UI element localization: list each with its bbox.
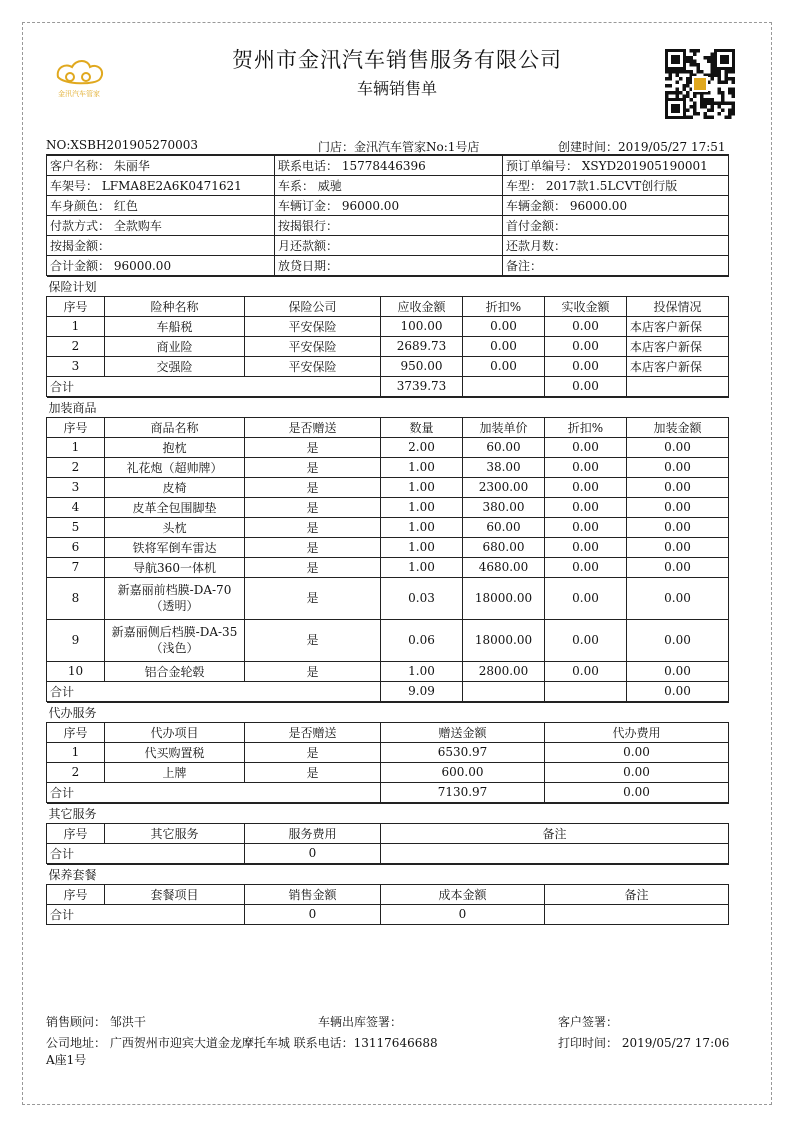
addon-cell: 0.00 — [545, 661, 627, 681]
addon-row — [47, 517, 729, 537]
logo-text: 金汛汽车管家 — [58, 90, 100, 98]
addon-cell: 是 — [245, 661, 381, 681]
insurance-cell: 车船税 — [105, 316, 245, 336]
addon-cell: 0.00 — [545, 557, 627, 577]
addon-row — [47, 577, 729, 619]
addon-cell: 0.00 — [627, 537, 729, 557]
addon-cell: 0.03 — [381, 577, 463, 619]
insurance-cell: 950.00 — [381, 356, 463, 376]
addon-row — [47, 619, 729, 661]
addon-cell: 是 — [245, 437, 381, 457]
agency-cell: 6530.97 — [381, 742, 545, 762]
addon-header-cell: 商品名称 — [105, 417, 245, 437]
delivery-signature: 车辆出库签署： — [318, 1015, 403, 1029]
addon-cell: 0.00 — [627, 497, 729, 517]
store-name: 门店：金汛汽车管家No:1号店 — [318, 140, 480, 154]
insurance-header-cell: 应收金额 — [381, 296, 463, 316]
info-cell: 联系电话： 15778446396 — [275, 155, 503, 175]
addon-row — [47, 477, 729, 497]
info-cell: 合计金额： 96000.00 — [47, 255, 275, 275]
addon-cell: 680.00 — [463, 537, 545, 557]
insurance-table — [46, 276, 729, 397]
info-cell: 车辆金额： 96000.00 — [503, 195, 729, 215]
other-header-cell: 服务费用 — [245, 823, 381, 843]
addon-cell: 60.00 — [463, 517, 545, 537]
insurance-header-cell: 实收金额 — [545, 296, 627, 316]
agency-header-cell: 代办费用 — [545, 722, 729, 742]
maintenance-total-sales: 0 — [245, 904, 381, 924]
info-cell: 付款方式： 全款购车 — [47, 215, 275, 235]
addon-cell: 0.00 — [545, 619, 627, 661]
maintenance-header-cell: 销售金额 — [245, 884, 381, 904]
info-cell: 车架号： LFMA8E2A6K0471621 — [47, 175, 275, 195]
insurance-cell: 交强险 — [105, 356, 245, 376]
addon-cell: 1.00 — [381, 557, 463, 577]
addon-cell: 是 — [245, 517, 381, 537]
addon-cell: 1.00 — [381, 517, 463, 537]
insurance-total-label: 合计 — [47, 376, 381, 396]
agency-table — [46, 702, 729, 803]
addon-cell: 礼花炮（超帅牌） — [105, 457, 245, 477]
insurance-cell: 0.00 — [463, 336, 545, 356]
addon-cell: 0.00 — [545, 517, 627, 537]
addon-cell: 1.00 — [381, 537, 463, 557]
addon-section-title: 加装商品 — [47, 397, 729, 417]
other-header-cell: 其它服务 — [105, 823, 245, 843]
maintenance-header-cell: 备注 — [545, 884, 729, 904]
agency-cell: 是 — [245, 762, 381, 782]
addon-cell: 0.00 — [627, 619, 729, 661]
agency-cell: 1 — [47, 742, 105, 762]
info-cell: 首付金额： — [503, 215, 729, 235]
agency-row — [47, 762, 729, 782]
addon-cell: 2 — [47, 457, 105, 477]
insurance-cell: 0.00 — [463, 356, 545, 376]
other-total-label: 合计 — [47, 843, 245, 863]
insurance-cell: 2689.73 — [381, 336, 463, 356]
insurance-cell: 本店客户新保 — [627, 316, 729, 336]
insurance-header-cell: 序号 — [47, 296, 105, 316]
addon-cell: 0.00 — [545, 477, 627, 497]
addon-cell: 是 — [245, 557, 381, 577]
addon-header-cell: 加装金额 — [627, 417, 729, 437]
agency-cell: 0.00 — [545, 762, 729, 782]
addon-cell: 3 — [47, 477, 105, 497]
insurance-cell: 0.00 — [545, 316, 627, 336]
info-cell: 还款月数： — [503, 235, 729, 255]
info-cell: 客户名称： 朱丽华 — [47, 155, 275, 175]
qr-code — [665, 49, 735, 119]
created-time: 创建时间：2019/05/27 17:51 — [558, 140, 726, 154]
addon-cell: 0.00 — [627, 437, 729, 457]
info-cell: 备注： — [503, 255, 729, 275]
info-row — [47, 195, 729, 215]
addon-cell: 10 — [47, 661, 105, 681]
other-section-title: 其它服务 — [47, 803, 729, 823]
addon-cell: 0.00 — [627, 661, 729, 681]
agency-total-gift: 7130.97 — [381, 782, 545, 802]
agency-cell: 0.00 — [545, 742, 729, 762]
info-cell: 预订单编号： XSYD201905190001 — [503, 155, 729, 175]
info-cell: 车身颜色： 红色 — [47, 195, 275, 215]
other-header-cell: 序号 — [47, 823, 105, 843]
agency-header-cell: 序号 — [47, 722, 105, 742]
addon-cell: 是 — [245, 457, 381, 477]
agency-total-label: 合计 — [47, 782, 381, 802]
maintenance-total-label: 合计 — [47, 904, 245, 924]
info-cell: 放贷日期： — [275, 255, 503, 275]
agency-row — [47, 742, 729, 762]
insurance-header-cell: 险种名称 — [105, 296, 245, 316]
agency-header-cell: 是否赠送 — [245, 722, 381, 742]
addon-row — [47, 557, 729, 577]
addon-cell: 头枕 — [105, 517, 245, 537]
insurance-row — [47, 356, 729, 376]
maintenance-header-cell: 套餐项目 — [105, 884, 245, 904]
insurance-header-cell: 保险公司 — [245, 296, 381, 316]
addon-cell: 新嘉丽前档膜-DA-70（透明） — [105, 577, 245, 619]
addon-cell: 9 — [47, 619, 105, 661]
addon-cell: 18000.00 — [463, 577, 545, 619]
insurance-cell: 0.00 — [463, 316, 545, 336]
company-address: 公司地址： 广西贺州市迎宾大道金龙摩托车城 联系电话：13117646688 — [46, 1036, 438, 1050]
maintenance-table — [46, 864, 729, 925]
addon-cell: 38.00 — [463, 457, 545, 477]
addon-cell: 是 — [245, 477, 381, 497]
addon-cell: 0.00 — [545, 577, 627, 619]
agency-total-fee: 0.00 — [545, 782, 729, 802]
addon-cell: 1.00 — [381, 477, 463, 497]
sales-form — [46, 154, 728, 925]
insurance-cell: 0.00 — [545, 356, 627, 376]
insurance-header-cell: 折扣% — [463, 296, 545, 316]
info-cell: 按揭银行： — [275, 215, 503, 235]
info-cell: 车系： 威驰 — [275, 175, 503, 195]
addon-total-label: 合计 — [47, 681, 381, 701]
info-cell: 按揭金额： — [47, 235, 275, 255]
addon-total-amount: 0.00 — [627, 681, 729, 701]
addon-cell: 0.00 — [545, 457, 627, 477]
agency-cell: 2 — [47, 762, 105, 782]
addon-cell: 0.00 — [545, 497, 627, 517]
addon-cell: 5 — [47, 517, 105, 537]
addon-cell: 皮革全包围脚垫 — [105, 497, 245, 517]
maintenance-total-cost: 0 — [381, 904, 545, 924]
addon-header-cell: 数量 — [381, 417, 463, 437]
addon-cell: 6 — [47, 537, 105, 557]
info-row — [47, 215, 729, 235]
addon-table — [46, 397, 729, 702]
addon-row — [47, 661, 729, 681]
addon-cell: 0.00 — [627, 577, 729, 619]
addon-cell: 18000.00 — [463, 619, 545, 661]
addon-header-cell: 加装单价 — [463, 417, 545, 437]
agency-header-cell: 赠送金额 — [381, 722, 545, 742]
addon-cell: 1 — [47, 437, 105, 457]
agency-cell: 代买购置税 — [105, 742, 245, 762]
print-time: 打印时间： 2019/05/27 17:06 — [558, 1036, 730, 1050]
addon-header-cell: 是否赠送 — [245, 417, 381, 437]
other-header-cell: 备注 — [381, 823, 729, 843]
insurance-cell: 本店客户新保 — [627, 356, 729, 376]
addon-cell: 0.00 — [627, 457, 729, 477]
addon-cell: 1.00 — [381, 497, 463, 517]
agency-header-cell: 代办项目 — [105, 722, 245, 742]
addon-cell: 0.00 — [627, 477, 729, 497]
customer-info-table — [46, 154, 729, 276]
addon-row — [47, 457, 729, 477]
info-row — [47, 175, 729, 195]
insurance-cell: 平安保险 — [245, 356, 381, 376]
insurance-cell: 2 — [47, 336, 105, 356]
agency-section-title: 代办服务 — [47, 702, 729, 722]
insurance-cell: 0.00 — [545, 336, 627, 356]
addon-cell: 是 — [245, 619, 381, 661]
addon-cell: 2.00 — [381, 437, 463, 457]
addon-cell: 0.00 — [545, 437, 627, 457]
addon-cell: 0.00 — [545, 537, 627, 557]
insurance-row — [47, 336, 729, 356]
insurance-cell: 本店客户新保 — [627, 336, 729, 356]
info-cell: 月还款额： — [275, 235, 503, 255]
addon-cell: 铝合金轮毂 — [105, 661, 245, 681]
info-row — [47, 155, 729, 175]
addon-total-qty: 9.09 — [381, 681, 463, 701]
insurance-row — [47, 316, 729, 336]
addon-header-cell: 序号 — [47, 417, 105, 437]
addon-cell: 皮椅 — [105, 477, 245, 497]
insurance-total-receivable: 3739.73 — [381, 376, 463, 396]
info-cell: 车辆订金： 96000.00 — [275, 195, 503, 215]
company-name: 贺州市金汛汽车销售服务有限公司 — [232, 48, 562, 72]
agency-cell: 是 — [245, 742, 381, 762]
addon-cell: 7 — [47, 557, 105, 577]
addon-row — [47, 537, 729, 557]
addon-cell: 是 — [245, 577, 381, 619]
addon-cell: 是 — [245, 497, 381, 517]
order-number: NO:XSBH201905270003 — [46, 138, 199, 152]
insurance-cell: 商业险 — [105, 336, 245, 356]
addon-cell: 2800.00 — [463, 661, 545, 681]
info-row — [47, 255, 729, 275]
addon-cell: 8 — [47, 577, 105, 619]
addon-row — [47, 437, 729, 457]
company-address-line2: A座1号 — [46, 1053, 87, 1067]
addon-cell: 铁将军倒车雷达 — [105, 537, 245, 557]
other-total-fee: 0 — [245, 843, 381, 863]
info-cell: 车型： 2017款1.5LCVT创行版 — [503, 175, 729, 195]
addon-cell: 0.06 — [381, 619, 463, 661]
insurance-cell: 1 — [47, 316, 105, 336]
addon-cell: 新嘉丽侧后档膜-DA-35（浅色） — [105, 619, 245, 661]
addon-cell: 4 — [47, 497, 105, 517]
insurance-section-title: 保险计划 — [47, 276, 729, 296]
addon-cell: 4680.00 — [463, 557, 545, 577]
document-title: 车辆销售单 — [356, 79, 437, 98]
insurance-cell: 3 — [47, 356, 105, 376]
addon-cell: 是 — [245, 537, 381, 557]
insurance-header-cell: 投保情况 — [627, 296, 729, 316]
customer-signature: 客户签署： — [558, 1015, 619, 1029]
addon-header-cell: 折扣% — [545, 417, 627, 437]
addon-cell: 0.00 — [627, 517, 729, 537]
addon-cell: 1.00 — [381, 457, 463, 477]
maintenance-header-cell: 序号 — [47, 884, 105, 904]
addon-cell: 1.00 — [381, 661, 463, 681]
other-service-table — [46, 803, 729, 864]
addon-cell: 380.00 — [463, 497, 545, 517]
sales-advisor: 销售顾问： 邹洪干 — [46, 1015, 146, 1029]
addon-row — [47, 497, 729, 517]
info-row — [47, 235, 729, 255]
insurance-cell: 平安保险 — [245, 336, 381, 356]
addon-cell: 60.00 — [463, 437, 545, 457]
addon-cell: 抱枕 — [105, 437, 245, 457]
insurance-cell: 平安保险 — [245, 316, 381, 336]
insurance-cell: 100.00 — [381, 316, 463, 336]
agency-cell: 上牌 — [105, 762, 245, 782]
addon-cell: 2300.00 — [463, 477, 545, 497]
maintenance-header-cell: 成本金额 — [381, 884, 545, 904]
insurance-total-actual: 0.00 — [545, 376, 627, 396]
addon-cell: 0.00 — [627, 557, 729, 577]
maintenance-section-title: 保养套餐 — [47, 864, 729, 884]
agency-cell: 600.00 — [381, 762, 545, 782]
addon-cell: 导航360一体机 — [105, 557, 245, 577]
